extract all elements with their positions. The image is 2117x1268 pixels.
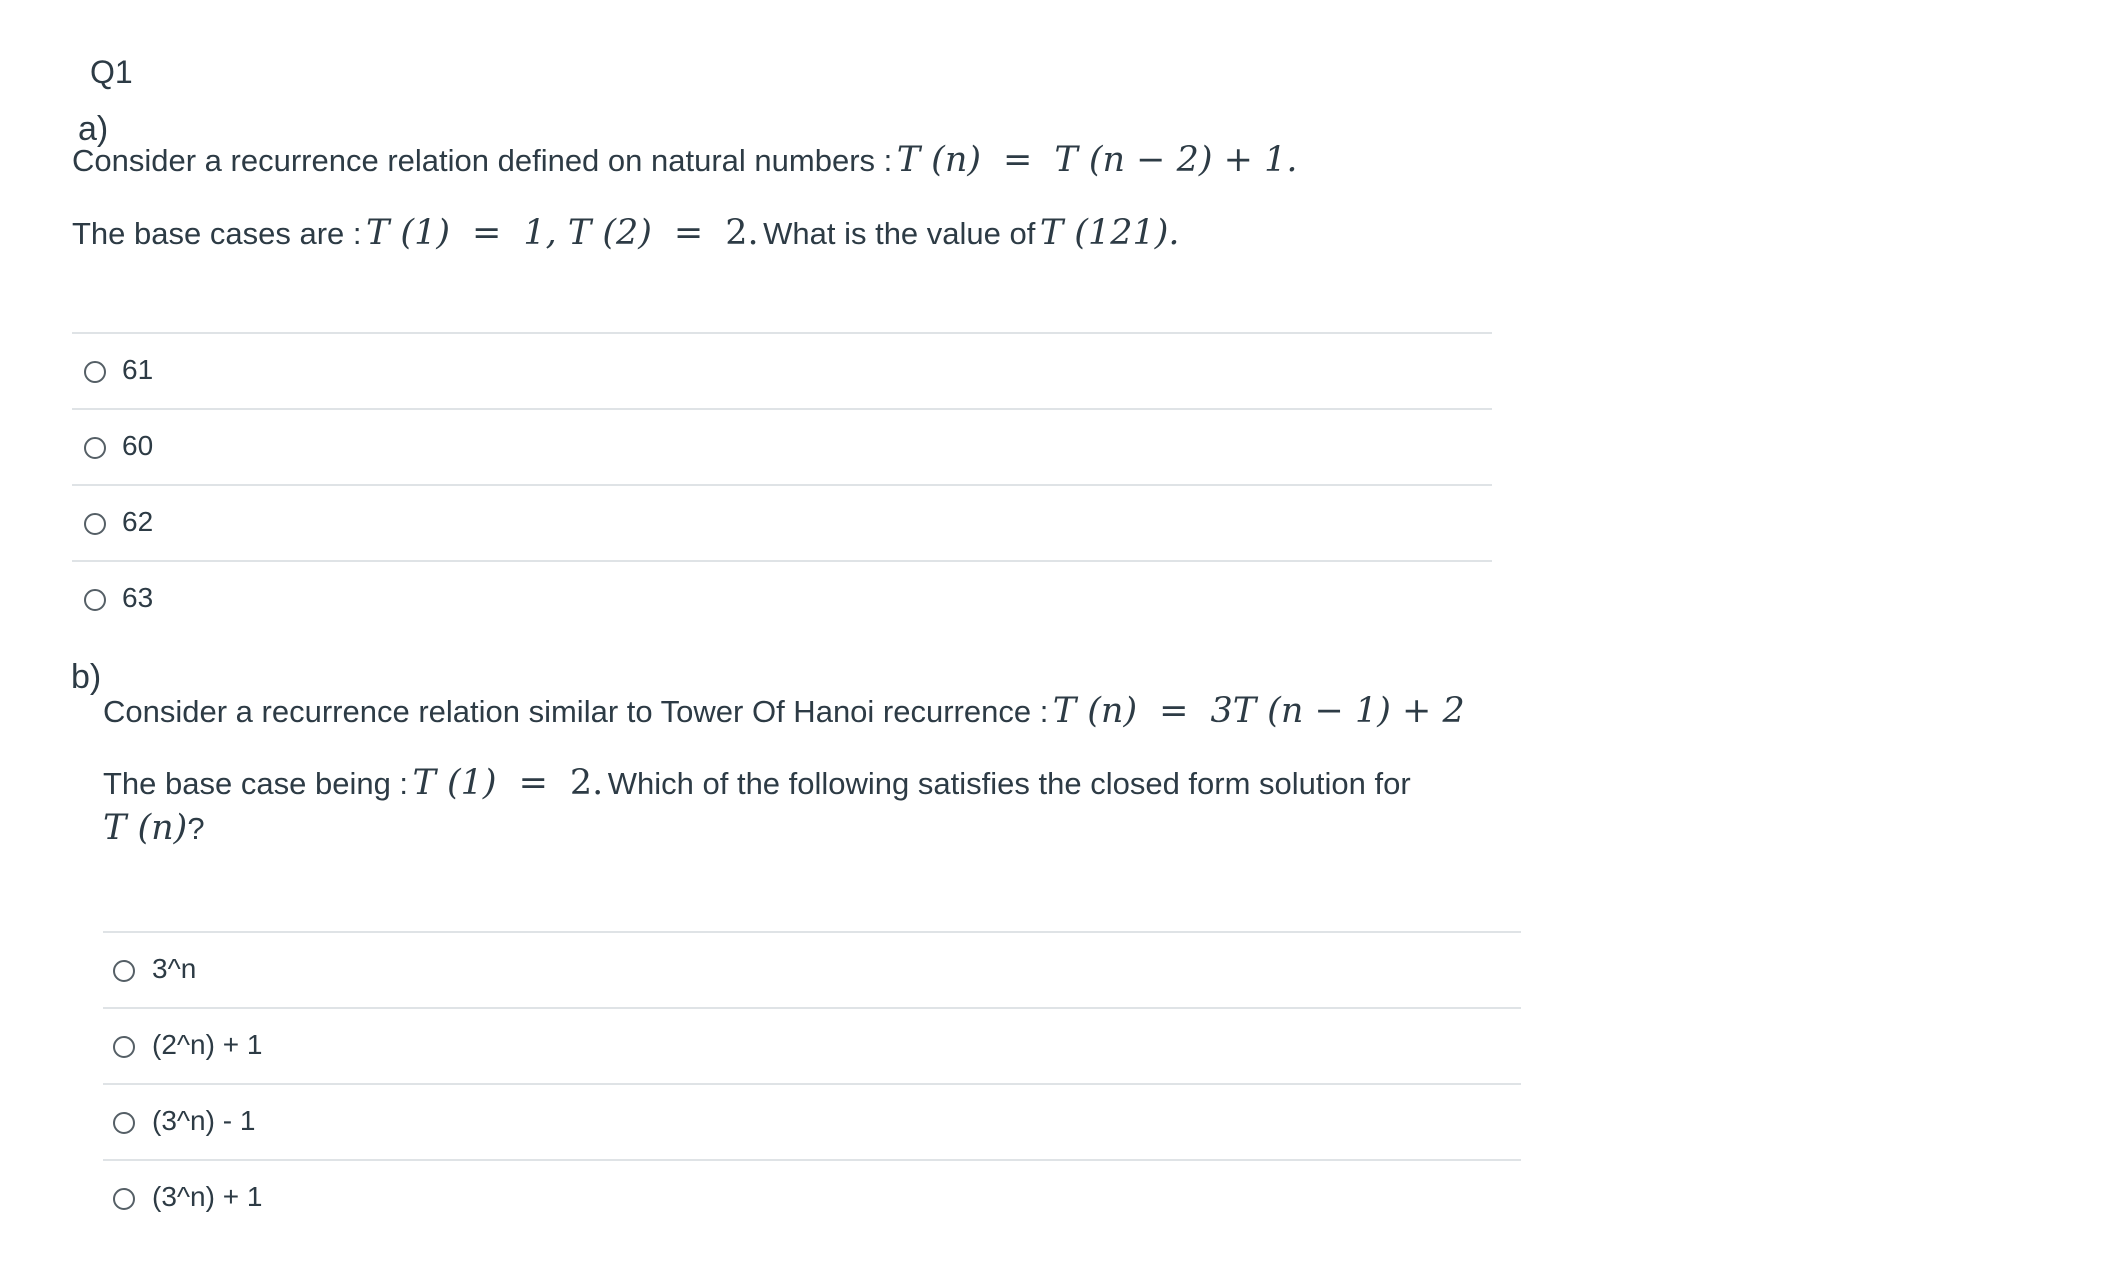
part-b-option-label: (3^n) + 1 (152, 1181, 263, 1212)
part-b-math-lhs: T (n) (1052, 691, 1138, 731)
part-b-base-case-text: The base case being : (103, 766, 409, 801)
part-a-math-lhs: T (n) (896, 140, 982, 180)
part-a-math-rhs: T (n − 2) + 1. (1054, 140, 1298, 180)
part-a-option-label: 60 (122, 430, 154, 461)
part-a-math-t1: T (1) (365, 213, 451, 253)
part-b-option-row[interactable] (103, 1159, 1521, 1237)
radio-button-icon[interactable] (113, 1188, 135, 1210)
radio-button-icon[interactable] (84, 437, 106, 459)
part-a-option-row[interactable] (72, 408, 1492, 486)
part-a-prompt-line2 (72, 213, 1180, 253)
part-b-option-label: (2^n) + 1 (152, 1029, 263, 1060)
part-a-option-label: 61 (122, 354, 154, 385)
part-b-option-row[interactable] (103, 1083, 1521, 1161)
part-a-option-label: 63 (122, 582, 154, 613)
radio-button-icon[interactable] (113, 960, 135, 982)
part-a-math-eq: = (1003, 140, 1033, 180)
part-a-math-v1: 1, T (2) (523, 213, 652, 253)
question-number: Q1 (90, 54, 133, 90)
part-b-option-label: 3^n (152, 953, 197, 984)
part-a-math-eq1: = (472, 213, 502, 253)
part-a-option-row[interactable] (72, 560, 1492, 638)
part-a-option-label: 62 (122, 506, 154, 537)
part-b-math-tn: T (n) (103, 808, 188, 848)
radio-button-icon[interactable] (84, 361, 106, 383)
part-b-prompt-line3 (103, 808, 205, 848)
part-a-question-text: What is the value of (763, 216, 1036, 251)
part-a-base-cases-text: The base cases are : (72, 216, 362, 251)
part-a-label: a) (78, 110, 109, 148)
part-b-question-mark: ? (187, 811, 205, 846)
part-b-math-eq: = (1159, 691, 1189, 731)
part-b-label: b) (71, 658, 102, 696)
part-b-math-v: 2. (569, 763, 604, 803)
part-b-math-eq: = (518, 763, 548, 803)
part-b-question-text: Which of the following satisfies the closed form solution for (607, 766, 1411, 801)
part-a-math-eq2: = (673, 213, 704, 253)
part-b-option-row[interactable] (103, 1007, 1521, 1085)
part-b-prompt-line1 (103, 691, 1465, 731)
part-a-math-v2: 2. (725, 213, 759, 253)
part-a-math-t121: T (121). (1039, 213, 1180, 253)
part-b-option-label: (3^n) - 1 (152, 1105, 256, 1136)
radio-button-icon[interactable] (84, 513, 106, 535)
part-b-prompt-line2 (103, 763, 1411, 803)
part-a-prompt-line1 (72, 140, 1298, 180)
radio-button-icon[interactable] (84, 589, 106, 611)
radio-button-icon[interactable] (113, 1112, 135, 1134)
part-a-prompt-text: Consider a recurrence relation defined on natural numbers : (72, 143, 893, 178)
part-b-prompt-text: Consider a recurrence relation similar to Tower Of Hanoi recurrence : (103, 694, 1049, 729)
part-a-option-row[interactable] (72, 484, 1492, 562)
part-b-math-rhs: 3T (n − 1) + 2 (1210, 691, 1465, 731)
radio-button-icon[interactable] (113, 1036, 135, 1058)
part-b-math-t1: T (1) (412, 763, 497, 803)
part-a-option-row[interactable] (72, 332, 1492, 410)
part-b-option-row[interactable] (103, 931, 1521, 1009)
